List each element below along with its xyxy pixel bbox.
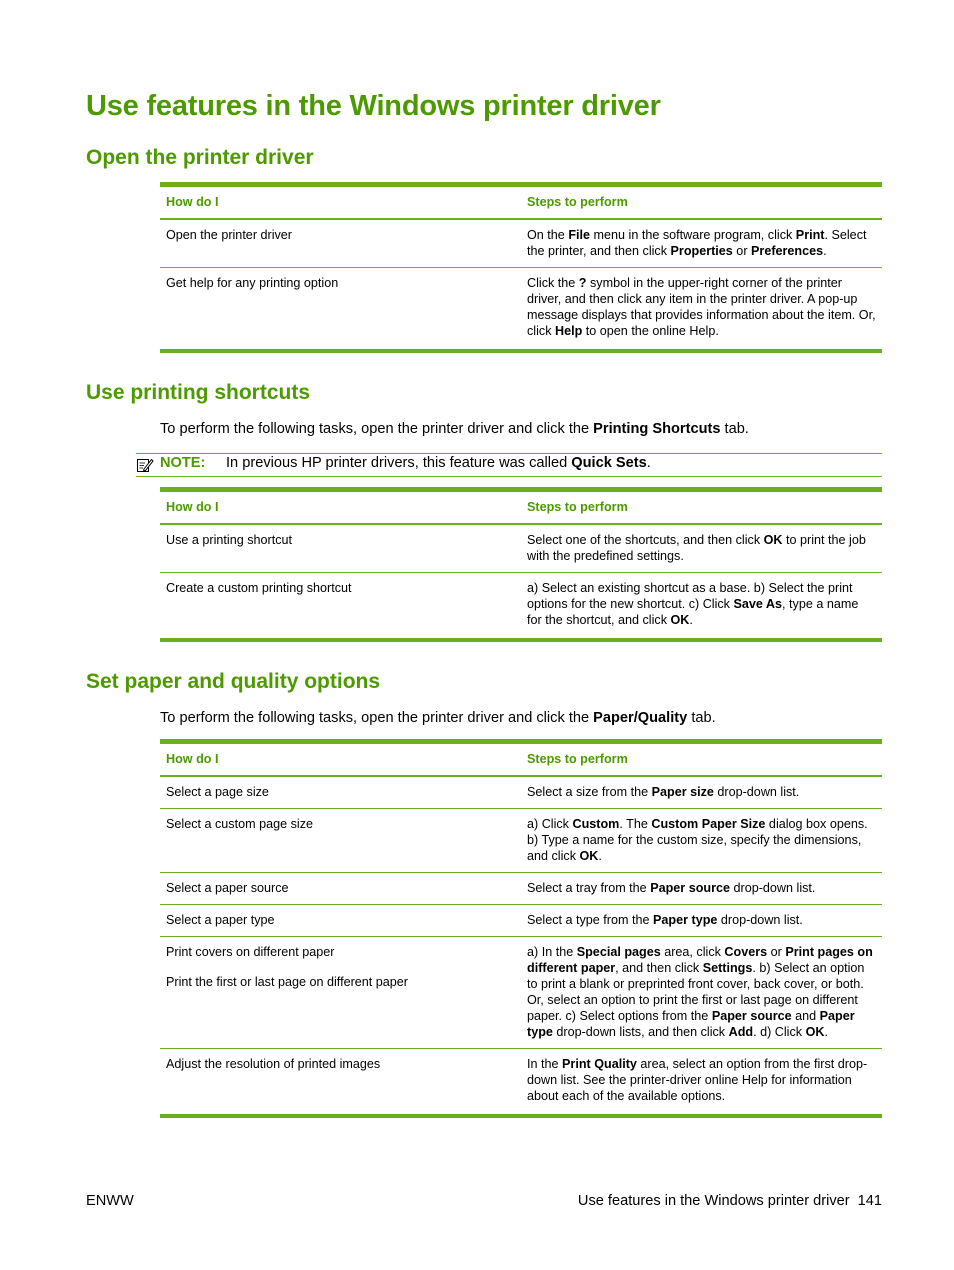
table-row bbox=[160, 937, 882, 1049]
bold-term: Properties bbox=[670, 244, 733, 258]
task-text: Print the first or last page on different paper bbox=[166, 975, 408, 989]
bold-term: Quick Sets bbox=[571, 455, 647, 471]
intro-shortcuts: To perform the following tasks, open the printer driver and click the Printing Shortcuts tab. bbox=[160, 421, 749, 437]
steps-cell: a) Click Custom. The Custom Paper Size dialog box opens. b) Type a name for the custom size, specify the dimensions, and click OK. bbox=[521, 809, 882, 873]
note-label: NOTE: bbox=[160, 455, 206, 471]
task-text: Adjust the resolution of printed images bbox=[166, 1057, 381, 1071]
task-cell bbox=[160, 809, 521, 873]
steps-cell: a) Select an existing shortcut as a base. b) Select the print options for the new shortcut. c) Click Save As, type a name for the shortcut, and click OK. bbox=[527, 581, 859, 627]
bold-term: OK bbox=[763, 533, 783, 547]
bold-term: Print Quality bbox=[562, 1057, 637, 1071]
bold-term: File bbox=[568, 228, 591, 242]
section-title-open-driver: Open the printer driver bbox=[86, 146, 314, 169]
table-row bbox=[160, 524, 882, 573]
column-header-steps: Steps to perform bbox=[521, 742, 882, 777]
steps-cell: Select a size from the Paper size drop-down list. bbox=[521, 776, 882, 809]
bold-term: OK bbox=[805, 1025, 825, 1039]
table-row bbox=[160, 873, 882, 905]
bold-term: OK bbox=[670, 613, 690, 627]
steps-cell: On the File menu in the software program, click Print. Select the printer, and then click Properties or Preferences. bbox=[521, 219, 882, 268]
column-header-how: How do I bbox=[160, 742, 521, 777]
table-paper-quality bbox=[160, 739, 882, 1118]
task-cell bbox=[160, 873, 521, 905]
bold-term: Special pages bbox=[576, 945, 661, 959]
table-row bbox=[160, 268, 882, 352]
table-row bbox=[160, 219, 882, 268]
steps-cell: a) In the Special pages area, click Covers or Print pages on different paper, and then click Settings. b) Select an option to print a blank or preprinted front cover, back cover, or both. Or, select an option to print the first or last page on different paper. c) Select options from the Paper source and Paper type drop-down lists, and then click Add. d) Click OK. bbox=[521, 937, 882, 1049]
task-text: Select a paper source bbox=[166, 881, 289, 895]
note-text: In previous HP printer drivers, this feature was called Quick Sets. bbox=[226, 455, 651, 471]
section-title-shortcuts: Use printing shortcuts bbox=[86, 381, 311, 404]
note-pencil-icon bbox=[136, 456, 154, 479]
table-row bbox=[160, 1049, 882, 1117]
column-header-steps: Steps to perform bbox=[521, 185, 882, 220]
bold-term: Print pages on different paper bbox=[527, 945, 873, 975]
footer-title: Use features in the Windows printer driver bbox=[577, 1193, 850, 1209]
steps-cell: Click the ? symbol in the upper-right corner of the printer driver, and then click any item in the printer driver. A pop-up message displays that provides information about the item. Or, click Help to open the online Help. bbox=[527, 276, 876, 338]
task-text: Create a custom printing shortcut bbox=[166, 581, 352, 595]
intro-paper-quality: To perform the following tasks, open the printer driver and click the Paper/Quality tab. bbox=[160, 710, 716, 726]
task-text: Use a printing shortcut bbox=[166, 533, 292, 547]
table-open-driver bbox=[160, 182, 882, 353]
bold-term: Paper type bbox=[527, 1009, 855, 1039]
task-cell bbox=[160, 1049, 521, 1117]
table-header-row bbox=[160, 490, 882, 525]
bold-term: ? bbox=[578, 276, 587, 290]
task-cell bbox=[160, 219, 521, 268]
bold-term: Paper size bbox=[651, 785, 714, 799]
bold-term: Covers bbox=[724, 945, 768, 959]
bold-term: Add bbox=[728, 1025, 754, 1039]
column-header-how: How do I bbox=[160, 490, 521, 525]
bold-term: Preferences bbox=[751, 244, 824, 258]
bold-term: Paper type bbox=[653, 913, 718, 927]
section-title-paper-quality: Set paper and quality options bbox=[86, 670, 381, 693]
task-cell bbox=[160, 573, 521, 641]
task-cell bbox=[160, 937, 521, 1049]
steps-cell: Select a tray from the Paper source drop-down list. bbox=[521, 873, 882, 905]
bold-term: Paper source bbox=[711, 1009, 792, 1023]
steps-cell: In the Print Quality area, select an option from the first drop-down list. See the printer-driver online Help for information about each of the available options. bbox=[527, 1057, 868, 1103]
bold-term: Paper source bbox=[650, 881, 731, 895]
table-header-row bbox=[160, 742, 882, 777]
steps-cell: Select a type from the Paper type drop-down list. bbox=[521, 905, 882, 937]
table-header-row bbox=[160, 185, 882, 220]
table-row bbox=[160, 809, 882, 873]
table-row bbox=[160, 573, 882, 641]
column-header-how: How do I bbox=[160, 185, 521, 220]
bold-term: Printing Shortcuts bbox=[593, 421, 721, 437]
task-cell bbox=[160, 776, 521, 809]
column-header-steps: Steps to perform bbox=[521, 490, 882, 525]
bold-term: Settings bbox=[702, 961, 753, 975]
task-text: Get help for any printing option bbox=[166, 276, 339, 290]
bold-term: Help bbox=[555, 324, 583, 338]
page-number: 141 bbox=[857, 1193, 882, 1209]
footer-left: ENWW bbox=[86, 1193, 134, 1209]
table-row bbox=[160, 905, 882, 937]
note-box bbox=[136, 453, 882, 477]
task-text: Print covers on different paper bbox=[166, 945, 335, 959]
bold-term: Custom Paper Size bbox=[651, 817, 766, 831]
task-cell bbox=[160, 905, 521, 937]
steps-cell: Select one of the shortcuts, and then click OK to print the job with the predefined settings. bbox=[521, 524, 882, 573]
bold-term: Print bbox=[795, 228, 825, 242]
task-cell bbox=[160, 268, 521, 352]
bold-term: Save As bbox=[733, 597, 783, 611]
footer-right bbox=[578, 1193, 882, 1209]
task-cell bbox=[160, 524, 521, 573]
page-title: Use features in the Windows printer driver bbox=[86, 90, 661, 122]
bold-term: Paper/Quality bbox=[593, 710, 688, 726]
task-text: Select a paper type bbox=[166, 913, 275, 927]
task-text: Select a custom page size bbox=[166, 817, 314, 831]
table-shortcuts bbox=[160, 487, 882, 642]
table-row bbox=[160, 776, 882, 809]
bold-term: OK bbox=[579, 849, 599, 863]
bold-term: Custom bbox=[572, 817, 620, 831]
task-text: Open the printer driver bbox=[166, 228, 292, 242]
task-text: Select a page size bbox=[166, 785, 269, 799]
